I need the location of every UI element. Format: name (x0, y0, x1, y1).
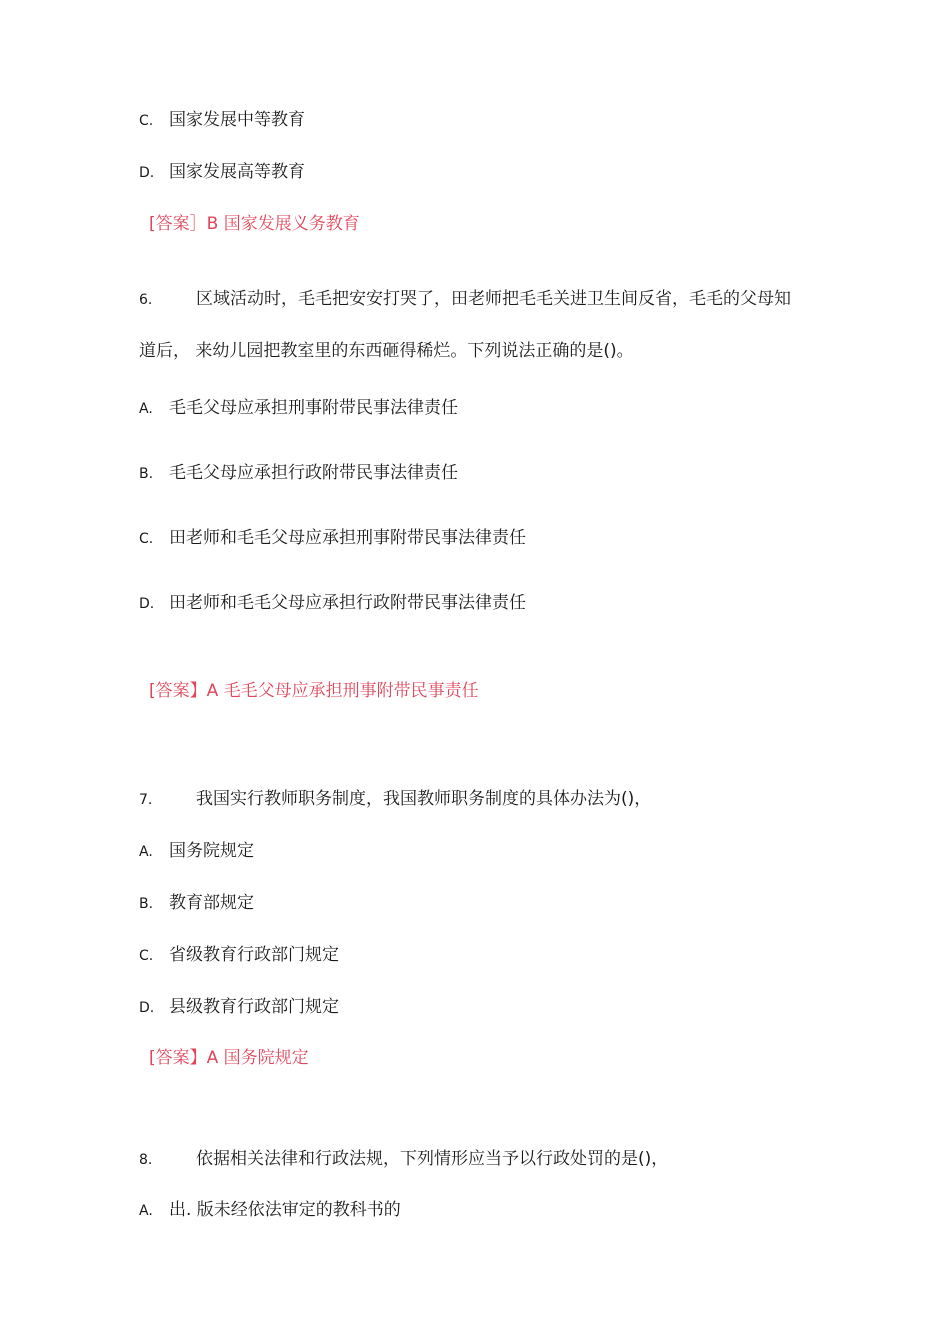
option-label: C. (139, 113, 154, 129)
q6-stem-continued: 道后， 来幼儿园把教室里的东西砸得稀烂。下列说法正确的是()。 (139, 341, 634, 361)
option-label: A. (139, 1203, 153, 1219)
option-text: 田老师和毛毛父母应承担刑事附带民事法律责任 (169, 528, 526, 548)
option-label: C. (139, 948, 154, 964)
q7-option-c (139, 943, 339, 968)
option-text: 国务院规定 (169, 841, 254, 861)
option-label: D. (139, 165, 155, 181)
option-text: 国家发展中等教育 (169, 110, 305, 130)
option-text: 国家发展高等教育 (169, 162, 305, 182)
option-text: 田老师和毛毛父母应承担行政附带民事法律责任 (169, 593, 526, 613)
q6-answer: [答案】A 毛毛父母应承担刑事附带民事责任 (149, 681, 479, 701)
option-label: A. (139, 844, 153, 860)
question-text: 我国实行教师职务制度，我国教师职务制度的具体办法为()， (196, 789, 652, 809)
q6-option-a (139, 396, 458, 421)
q8-stem (139, 1147, 668, 1172)
option-text: 教育部规定 (169, 893, 254, 913)
option-text: 省级教育行政部门规定 (169, 945, 339, 965)
option-label: D. (139, 1000, 155, 1016)
q7-answer: [答案】A 国务院规定 (149, 1048, 309, 1068)
q5-option-d (139, 160, 305, 185)
question-number: 8. (139, 1152, 153, 1168)
option-label: B. (139, 466, 154, 482)
option-label: C. (139, 531, 154, 547)
q7-option-d (139, 995, 339, 1020)
question-number: 6. (139, 292, 153, 308)
question-text: 依据相关法律和行政法规，下列情形应当予以行政处罚的是()， (196, 1149, 669, 1169)
option-text: 县级教育行政部门规定 (169, 997, 339, 1017)
q7-option-b (139, 891, 254, 916)
q6-option-b (139, 461, 458, 486)
option-text: 毛毛父母应承担刑事附带民事法律责任 (169, 398, 458, 418)
option-label: A. (139, 401, 153, 417)
q8-option-a (139, 1198, 401, 1223)
option-label: B. (139, 896, 154, 912)
option-label: D. (139, 596, 155, 612)
question-number: 7. (139, 792, 153, 808)
q7-stem (139, 787, 651, 812)
question-text: 区域活动时，毛毛把安安打哭了，田老师把毛毛关进卫生间反省，毛毛的父母知 (196, 289, 791, 309)
q7-option-a (139, 839, 254, 864)
q6-stem (139, 287, 791, 312)
q6-option-c (139, 526, 526, 551)
q5-option-c (139, 108, 305, 133)
option-text: 毛毛父母应承担行政附带民事法律责任 (169, 463, 458, 483)
q5-answer: [答案］B 国家发展义务教育 (149, 214, 360, 234)
option-text: 出. 版未经依法审定的教科书的 (169, 1200, 401, 1220)
q6-option-d (139, 591, 526, 616)
